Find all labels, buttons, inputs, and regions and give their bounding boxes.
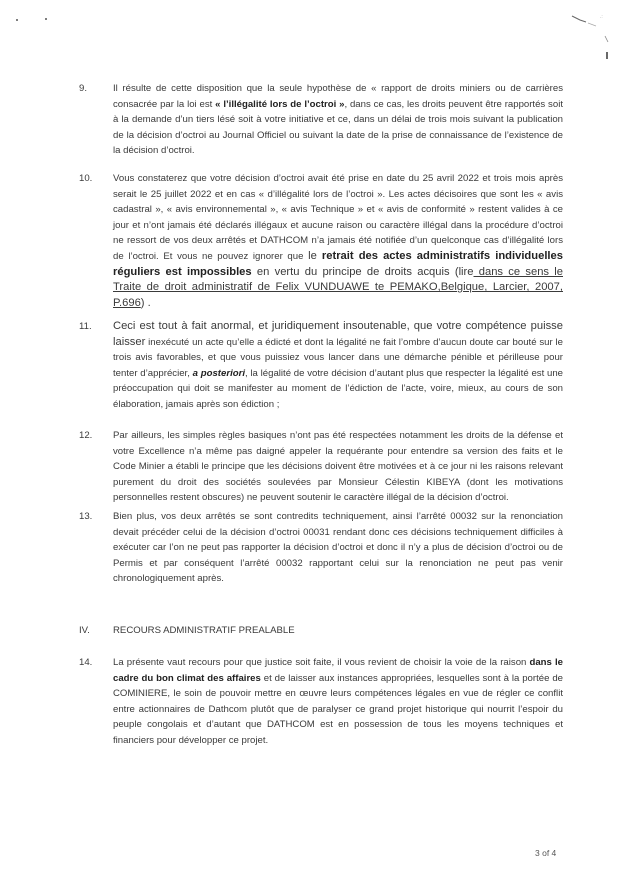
text-run: , la légalité de votre décision d’autant plus que respecter la légalité est une préoccupation qui doit se manifester au moment de l’édiction de l’acte, voire, mieux, au cours de son élaboration, jamais après son édiction ; (113, 367, 564, 410)
paragraph-text (113, 428, 563, 506)
text-run: , dans ce cas, les droits peuvent être rapportés soit à la demande d’un tiers lésé soit à votre initiative et ce, dans un délai de trois mois suivant la publication de la décision d’octroi au Journal Officiel ou suivant la date de la prise de connaissance de l’existence de la décision d’octroi. (113, 98, 563, 157)
text-run: Bien plus, vos deux arrêtés se sont contredits techniquement, ainsi l’arrêté 00032 sur la renonciation devait précéder celui de la décision d’octroi 00031 rendant donc ces décisions techniquement difficiles à exécuter car l’on ne peut pas rapporter la décision d’octroi et donc il n’y a plus de décision d’octroi ou de Permis et par conséquent l’arrêté 00032 rapportant celui sur la renonciation ne peut pas venir chronologiquement après. (113, 511, 563, 585)
text-run: a posteriori (192, 367, 245, 379)
paragraph-9 (79, 81, 563, 159)
svg-text:.:: .: (600, 14, 603, 20)
paragraph-number: 9. (79, 83, 88, 94)
text-run: « l’illégalité lors de l’octroi » (215, 98, 345, 110)
text-run: et de laisser aux instances appropriées, lesquelles sont à la portée de COMINIERE, le soin de pouvoir mettre en œuvre leurs compétences légales en vue de régler ce conflit entre actionnaires de Dathcom plutôt que de paralyser ce grand projet historique qui nourrit l’espoir du peuple congolais et d’autant que DATHCOM est en possession de tous les moyens techniques et financiers pour développer ce projet. (113, 672, 564, 746)
page-number: 3 of 4 (535, 848, 557, 858)
paragraph-12 (79, 428, 563, 506)
scan-speck (16, 19, 18, 21)
section-title: RECOURS ADMINISTRATIF PREALABLE (113, 625, 295, 636)
stamp-mark (570, 8, 620, 63)
text-run: Par ailleurs, les simples règles basiques n’ont pas été respectées notamment les droits de la défense et votre Excellence n’a même pas daigné appeler la requérante pour entendre sa version des faits et le Code Minier a établi le principe que les décisions doivent être motivées et à ce jour ni les raisons relevant purement du droit des sociétés soulevées par Monsieur Célestin KIBEYA (dont les motivations personnelles restent obscures) ne peuvent soutenir le caractère illégal de la décision d’octroi. (113, 430, 563, 504)
text-run: retrait des actes administratifs individuelles réguliers est impossibles (113, 249, 563, 278)
paragraph-13 (79, 509, 563, 587)
paragraph-number: 14. (79, 657, 93, 668)
text-run: dans ce sens le Traite de droit administratif de Felix VUNDUAWE te PEMAKO,Belgique, Larcier, 2007, P.696 (113, 265, 563, 309)
paragraph-14 (79, 655, 563, 749)
text-run: Il résulte de cette disposition que la seule hypothèse de « rapport de droits miniers ou de carrières consacrée par la loi est (113, 83, 563, 110)
paragraph-10 (79, 171, 563, 311)
scan-speck (45, 18, 47, 20)
paragraph-text (113, 319, 563, 413)
text-run: ) . (140, 296, 151, 309)
text-run: en vertu du principe de droits acquis (lire (251, 265, 474, 278)
paragraph-number: 10. (79, 173, 93, 184)
text-run: dans le cadre du bon climat des affaires (113, 657, 563, 684)
text-run: inexécuté un acte qu’elle a édicté et dont la légalité ne fait l’ombre d’aucun doute car bouté sur le trois avis favorables, et que vous puissiez vous lancer dans une démarche pénible et périlleuse pour tenter d’apprécier, (113, 336, 563, 379)
paragraph-number: 13. (79, 511, 93, 522)
text-run: La présente vaut recours pour que justice soit faite, il vous revient de choisir la voie de la raison (113, 657, 530, 668)
paragraph-text (113, 509, 563, 587)
paragraph-11 (79, 319, 563, 413)
text-run: Ceci est tout à fait anormal, et juridiquement insoutenable, que votre compétence puisse laisser (113, 320, 563, 348)
paragraph-number: 12. (79, 430, 93, 441)
section-number: IV. (79, 625, 90, 636)
text-run: Vous constaterez que votre décision d’octroi avait été prise en date du 25 avril 2022 et trois mois après serait le 25 juillet 2022 et en cas « d’illégalité lors de l’octroi ». Les actes décisoires que sont les « avis cadastral », « avis environnemental », « avis Technique » et « avis de conformité » restent valides à ce jour et n’ont jamais été déclarés illégaux et aucune raison ou caractère illégal dans la procédure d’octroi ne ressort de vos deux arrêtés et DATHCOM n’a jamais été notifiée d’un quelconque cas d’illégalité lors de l’octroi. Et vous ne pouvez ignorer que (113, 173, 563, 262)
paragraph-number: 11. (79, 321, 92, 332)
paragraph-text (113, 171, 563, 311)
text-run: le (308, 249, 322, 262)
paragraph-text (113, 81, 563, 159)
paragraph-text (113, 655, 563, 749)
